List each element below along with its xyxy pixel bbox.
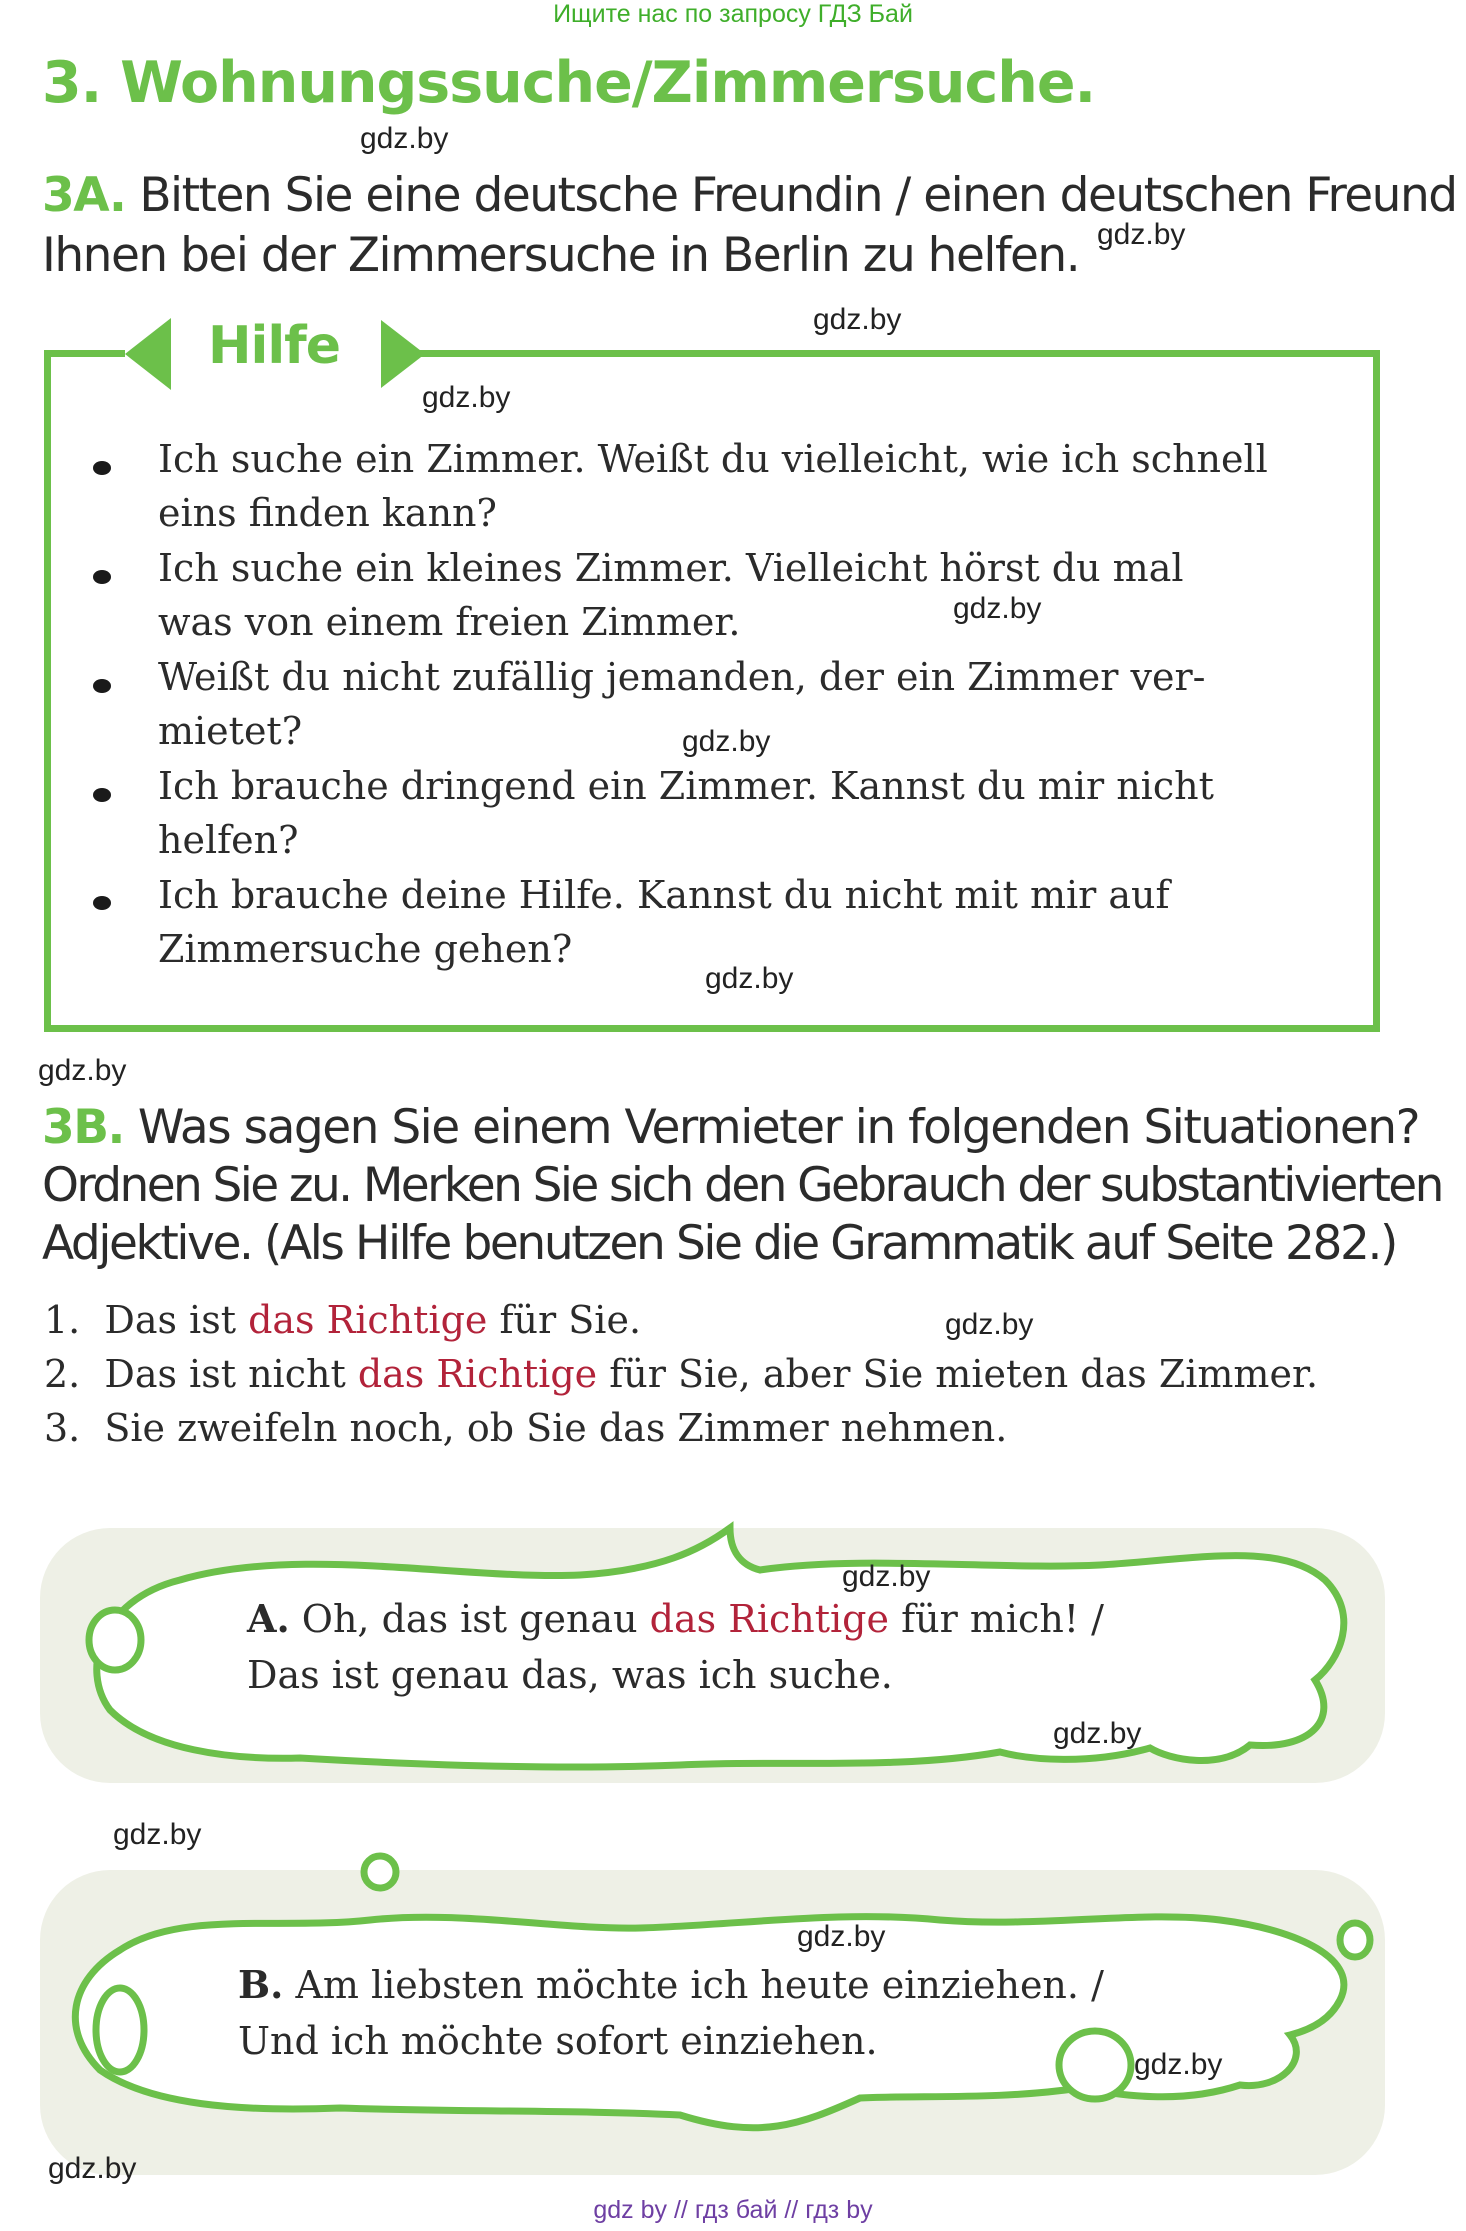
footer-links: gdz by // гдз бай // гдз by bbox=[593, 2196, 873, 2224]
bubble-b-line2: Und ich möchte sofort einziehen. bbox=[238, 2019, 878, 2063]
bullet-icon bbox=[93, 896, 111, 910]
hilfe-line: helfen? bbox=[158, 818, 299, 862]
task-3b-line1 bbox=[42, 1098, 1419, 1157]
watermark: gdz.by bbox=[422, 381, 511, 414]
bullet-icon bbox=[93, 788, 111, 802]
watermark: gdz.by bbox=[48, 2152, 137, 2185]
watermark: gdz.by bbox=[682, 725, 771, 758]
bubble-b-line1: B. Am liebsten möchte ich heute einziehen. / bbox=[238, 1962, 1104, 2007]
watermark: gdz.by bbox=[1134, 2048, 1223, 2081]
hilfe-label: Hilfe bbox=[208, 316, 341, 376]
watermark: gdz.by bbox=[113, 1818, 202, 1851]
watermark: gdz.by bbox=[705, 962, 794, 995]
hilfe-line: mietet? bbox=[158, 709, 303, 753]
hilfe-line: Ich suche ein Zimmer. Weißt du vielleicht, wie ich schnell bbox=[158, 437, 1268, 481]
watermark: gdz.by bbox=[1097, 218, 1186, 251]
watermark: gdz.by bbox=[945, 1308, 1034, 1341]
task-3a-text1: Bitten Sie eine deutsche Freundin / einen deutschen Freund bbox=[139, 168, 1457, 223]
task-3a-line2: Ihnen bei der Zimmersuche in Berlin zu helfen. bbox=[42, 228, 1080, 283]
task-3b-number: 3B. bbox=[42, 1100, 124, 1155]
task-3b-text1: Was sagen Sie einem Vermieter in folgenden Situationen? bbox=[137, 1100, 1420, 1155]
hilfe-line: was von einem freien Zimmer. bbox=[158, 600, 741, 644]
task-3a-number: 3A. bbox=[42, 168, 126, 223]
hilfe-line: Ich brauche dringend ein Zimmer. Kannst du mir nicht bbox=[158, 764, 1214, 808]
bubble-a-line2: Das ist genau das, was ich suche. bbox=[247, 1653, 893, 1697]
task-3b-line3: Adjektive. (Als Hilfe benutzen Sie die Grammatik auf Seite 282.) bbox=[42, 1216, 1396, 1271]
bullet-icon bbox=[93, 570, 111, 584]
watermark: gdz.by bbox=[813, 303, 902, 336]
watermark: gdz.by bbox=[1053, 1717, 1142, 1750]
situation-item: 2. Das ist nicht das Richtige für Sie, aber Sie mieten das Zimmer. bbox=[44, 1352, 1319, 1396]
hilfe-line: eins finden kann? bbox=[158, 491, 497, 535]
hilfe-line: Ich suche ein kleines Zimmer. Vielleicht hörst du mal bbox=[158, 546, 1184, 590]
watermark: gdz.by bbox=[38, 1054, 127, 1087]
watermark: gdz.by bbox=[953, 592, 1042, 625]
bubble-a-line1: A. Oh, das ist genau das Richtige für mich! / bbox=[247, 1596, 1104, 1641]
top-banner: Ищите нас по запросу ГДЗ Бай bbox=[553, 0, 913, 28]
hilfe-line: Weißt du nicht zufällig jemanden, der ein Zimmer ver- bbox=[158, 655, 1206, 699]
hilfe-right-arrow-icon bbox=[381, 320, 425, 388]
situation-item: 1. Das ist das Richtige für Sie. bbox=[44, 1298, 642, 1342]
section-title: 3. Wohnungssuche/Zimmersuche. bbox=[42, 50, 1096, 116]
watermark: gdz.by bbox=[842, 1560, 931, 1593]
bullet-icon bbox=[93, 679, 111, 693]
task-3a-line1 bbox=[42, 166, 1457, 225]
hilfe-line: Ich brauche deine Hilfe. Kannst du nicht mit mir auf bbox=[158, 873, 1170, 917]
situation-item: 3. Sie zweifeln noch, ob Sie das Zimmer nehmen. bbox=[44, 1406, 1008, 1450]
task-3b-line2: Ordnen Sie zu. Merken Sie sich den Gebrauch der substantivierten bbox=[42, 1158, 1442, 1213]
bullet-icon bbox=[93, 461, 111, 475]
hilfe-left-arrow-icon bbox=[125, 318, 171, 390]
watermark: gdz.by bbox=[797, 1920, 886, 1953]
hilfe-line: Zimmersuche gehen? bbox=[158, 927, 573, 971]
watermark: gdz.by bbox=[360, 122, 449, 155]
